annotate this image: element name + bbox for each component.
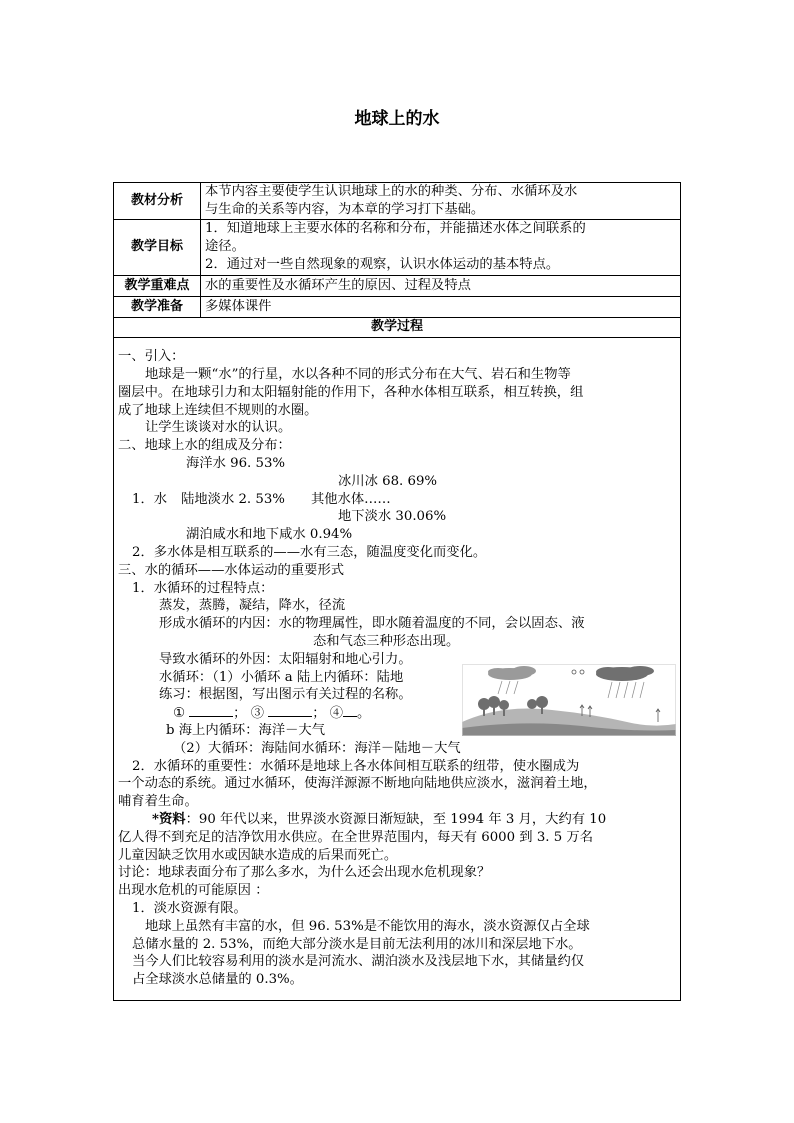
label-prep: 教学准备	[114, 296, 201, 317]
dist-land-row	[118, 491, 676, 509]
row-analysis	[114, 183, 681, 220]
text-line: 1．知道地球上主要水体的名称和分布，并能描述水体之间联系的	[205, 221, 586, 237]
section-distribution-title: 二、地球上水的组成及分布：	[118, 438, 291, 454]
water-cycle-diagram	[462, 664, 676, 736]
label-goals: 教学目标	[114, 219, 201, 275]
separator: ；	[233, 706, 247, 722]
text-line: 2．通过对一些自然现象的观察，认识水体运动的基本特点。	[205, 256, 560, 272]
paragraph-line: 地球是一颗“水”的行星，水以各种不同的形式分布在大气、岩石和生物等	[145, 367, 571, 383]
discussion-question: 讨论：地球表面分布了那么多水，为什么还会出现水危机现象？	[118, 865, 491, 881]
practice-blanks	[118, 704, 453, 722]
answer-blank-1[interactable]	[189, 704, 233, 717]
section-cycle-title: 三、水的循环——水体运动的重要形式	[118, 562, 345, 578]
paragraph-line: 当今人们比较容易利用的淡水是河流水、湖泊淡水及浅层地下水，其储量约仅	[132, 954, 585, 970]
row-process-heading	[114, 317, 681, 337]
paragraph-line: 水循环：（1）小循环 a 陆上内循环：陆地	[159, 669, 404, 685]
value-keypoints: 水的重要性及水循环产生的原因、过程及特点	[201, 275, 681, 296]
paragraph-line: 2．水循环的重要性：水循环是地球上各水体间相互联系的纽带，使水圈成为	[132, 758, 580, 774]
separator: 。	[357, 706, 371, 722]
paragraph-line: 1．淡水资源有限。	[132, 900, 247, 916]
row-process	[114, 337, 681, 1000]
process-heading: 教学过程	[114, 317, 681, 337]
row-prep	[114, 296, 681, 317]
separator: ；	[312, 706, 326, 722]
paragraph-line: 儿童因缺乏饮用水或因缺水造成的后果而死亡。	[118, 847, 398, 863]
blank-label-4: ④	[329, 706, 344, 722]
value-prep: 多媒体课件	[201, 296, 681, 317]
answer-blank-3[interactable]	[268, 704, 312, 717]
paragraph-line: 形成水循环的内因：水的物理属性，即水随着温度的不同，会以固态、液	[159, 616, 585, 632]
text-line: 与生命的关系等内容，为本章的学习打下基础。	[205, 201, 485, 217]
value-goals	[201, 219, 681, 275]
paragraph-line: b 海上内循环：海洋－大气	[166, 722, 326, 738]
dist-ground-fresh: 地下淡水 30.06%	[338, 509, 447, 525]
paragraph-line: 亿人得不到充足的洁净饮用水供应。在全世界范围内，每天有 6000 到 3. 5 万名	[118, 829, 594, 845]
label-analysis: 教材分析	[114, 183, 201, 220]
value-analysis	[201, 183, 681, 220]
section-intro-title: 一、引入：	[118, 349, 185, 365]
blank-label-1: ①	[173, 706, 185, 722]
dist-other: 其他水体……	[310, 491, 391, 507]
paragraph-line: 一个动态的系统。通过水循环，使海洋源源不断地向陆地供应淡水，滋润着土地，	[118, 776, 597, 792]
dist-ocean: 海洋水 96. 53%	[186, 456, 286, 472]
info-text: ：90 年代以来，世界淡水资源日渐短缺，至 1994 年 3 月，大约有 10	[185, 811, 607, 827]
paragraph-line: 圈层中。在地球引力和太阳辐射能的作用下，各种水体相互联系，相互转换，组	[118, 384, 584, 400]
paragraph-line: 态和气态三种形态出现。	[313, 634, 460, 649]
paragraph-line: 2．多水体是相互联系的——水有三态，随温度变化而变化。	[132, 545, 487, 561]
paragraph-line: 占全球淡水总储量的 0.3%。	[132, 972, 303, 988]
paragraph-line: 地球上虽然有丰富的水，但 96. 53%是不能饮用的海水，淡水资源仅占全球	[145, 918, 590, 934]
paragraph-line: 让学生谈谈对水的认识。	[145, 420, 292, 436]
dist-land-fresh: 陆地淡水 2. 53%	[181, 491, 285, 507]
text-line: 本节内容主要使学生认识地球上的水的种类、分布、水循环及水	[205, 184, 578, 199]
process-content	[114, 337, 681, 1000]
paragraph-line: 成了地球上连续但不规则的水圈。	[118, 402, 318, 418]
paragraph-line: 总储水量的 2. 53%，而绝大部分淡水是目前无法利用的冰川和深层地下水。	[132, 936, 582, 952]
dist-glacier: 冰川冰 68. 69%	[338, 473, 438, 489]
paragraph-line: 1．水循环的过程特点：	[132, 580, 274, 596]
info-line	[118, 811, 676, 829]
row-goals	[114, 219, 681, 275]
dist-lake-salt: 湖泊咸水和地下咸水 0.94%	[186, 527, 353, 543]
paragraph-line: 哺育着生命。	[118, 794, 198, 810]
blank-label-3: ③	[250, 706, 264, 722]
dist-water-label: 1．水	[132, 491, 168, 507]
label-keypoints: 教学重难点	[114, 275, 201, 296]
text-line: 途径。	[205, 239, 245, 255]
info-mark: *资料	[152, 811, 186, 827]
row-keypoints	[114, 275, 681, 296]
page-title: 地球上的水	[354, 109, 440, 129]
answer-blank-4[interactable]	[343, 704, 357, 717]
paragraph-line: 练习：根据图，写出图示有关过程的名称。	[159, 687, 412, 703]
paragraph-line: （2）大循环：海陆间水循环：海洋－陆地－大气	[173, 740, 461, 756]
paragraph-line: 导致水循环的外因：太阳辐射和地心引力。	[159, 651, 412, 667]
lesson-plan-table	[113, 182, 681, 1001]
paragraph-line: 出现水危机的可能原因 ：	[118, 883, 269, 899]
paragraph-line: 蒸发，蒸腾，凝结，降水，径流	[159, 598, 346, 614]
